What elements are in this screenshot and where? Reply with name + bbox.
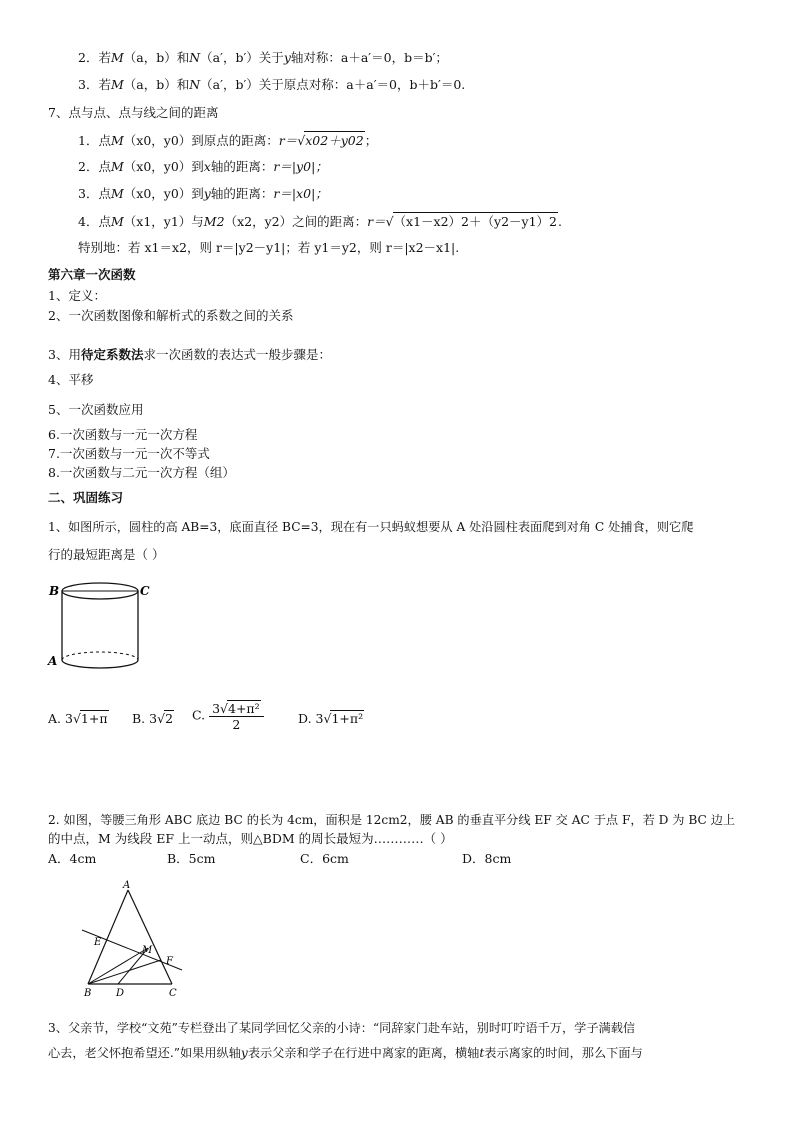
rule-text: 轴的距离： bbox=[210, 186, 274, 201]
item-number: 2．点 bbox=[78, 159, 111, 174]
q2-option-a[interactable]: A．4cm bbox=[48, 851, 97, 866]
symmetry-origin-rule bbox=[78, 76, 465, 94]
point-m: M bbox=[110, 214, 124, 229]
denominator: 2 bbox=[232, 717, 241, 732]
point-n: N bbox=[189, 50, 201, 65]
radicand: （x1－x2）2＋（y2－y1）2 bbox=[393, 214, 557, 229]
distance-to-x-axis bbox=[78, 158, 328, 176]
distance-to-y-axis bbox=[78, 185, 328, 203]
symmetry-y-axis-rule bbox=[78, 49, 448, 67]
cylinder-bottom-back bbox=[62, 652, 138, 660]
label-e: E bbox=[94, 937, 102, 948]
coord-text: （a′，b′）关于 bbox=[200, 50, 284, 65]
label-c: C bbox=[140, 584, 150, 598]
ch6-item-7: 7.一次函数与一元一次不等式 bbox=[48, 446, 210, 461]
q1-text-line2: 行的最短距离是（ ） bbox=[48, 547, 165, 562]
coefficient: 3 bbox=[65, 711, 73, 726]
point-n: N bbox=[189, 77, 201, 92]
q3-text: 表示离家的时间，那么下面与 bbox=[484, 1046, 643, 1060]
bold-term: 待定系数法 bbox=[80, 347, 144, 362]
label-d: D bbox=[116, 988, 125, 999]
punct: . bbox=[558, 214, 562, 229]
label-f: F bbox=[166, 956, 173, 967]
label-b: B bbox=[49, 584, 60, 598]
coord-text: （x2，y2）之间的距离： bbox=[224, 214, 368, 229]
special-case-note: 特别地：若 x1＝x2，则 r＝|y2－y1|；若 y1＝y2，则 r＝|x2－x1|. bbox=[78, 240, 460, 255]
q1-option-c[interactable] bbox=[192, 700, 264, 732]
point-m: M bbox=[110, 159, 124, 174]
formula-r: r＝|x0|； bbox=[273, 186, 328, 201]
formula-r: r＝ bbox=[278, 133, 298, 148]
q1-option-b[interactable]: B. 3√2 bbox=[132, 711, 174, 726]
label-a: A bbox=[123, 880, 131, 891]
radicand: 4+π² bbox=[228, 701, 260, 716]
option-label: D. bbox=[298, 711, 312, 726]
ch6-item-1: 1、定义： bbox=[48, 288, 106, 303]
axis-x: x bbox=[203, 159, 211, 174]
coefficient: 3 bbox=[212, 701, 221, 716]
distance-between-points: 4．点M（x1，y1）与M2（x2，y2）之间的距离：r＝√（x1－x2）2＋（y2－y1）2. bbox=[78, 214, 562, 229]
q3-text: 心去，老父怀抱希望还.”如果用纵轴 bbox=[48, 1046, 241, 1060]
item-number: 3．点 bbox=[78, 186, 111, 201]
q2-option-c[interactable]: C．6cm bbox=[300, 851, 349, 866]
q3-text-line2 bbox=[48, 1044, 643, 1062]
formula-r: r＝ bbox=[367, 214, 386, 229]
coord-text: （x0，y0）到 bbox=[123, 186, 204, 201]
ch6-item-6: 6.一次函数与一元一次方程 bbox=[48, 427, 198, 442]
q1-option-a[interactable]: A. 3√1+π bbox=[48, 711, 108, 726]
option-label: A. bbox=[48, 711, 62, 726]
ch6-item-3 bbox=[48, 346, 331, 364]
cylinder-figure bbox=[46, 580, 156, 690]
q2-option-d[interactable]: D．8cm bbox=[462, 851, 512, 866]
item-number: 3、用 bbox=[48, 347, 81, 362]
ch6-item-4: 4、平移 bbox=[48, 372, 94, 387]
q2-text-line1: 2. 如图，等腰三角形 ABC 底边 BC 的长为 4cm，面积是 12cm2，腰 AB 的垂直平分线 EF 交 AC 于点 F，若 D 为 BC 边上 bbox=[48, 813, 736, 827]
point-m: M bbox=[110, 186, 124, 201]
item-number: 4．点 bbox=[78, 214, 111, 229]
option-label: B. bbox=[132, 711, 146, 726]
punct: ； bbox=[364, 133, 378, 148]
axis-y: y bbox=[283, 50, 291, 65]
radicand: x02＋y02 bbox=[305, 133, 364, 148]
radicand: 1+π² bbox=[331, 711, 364, 726]
distance-to-origin: 1．点M（x0，y0）到原点的距离：r＝√x02＋y02； bbox=[78, 133, 378, 148]
numerator: 3√4+π² bbox=[209, 700, 264, 717]
option-label: C. bbox=[192, 707, 206, 723]
item-number: 2．若 bbox=[78, 50, 111, 65]
cylinder-bottom-front bbox=[62, 660, 138, 668]
q3-text-line1: 3、父亲节，学校“文苑”专栏登出了某同学回忆父亲的小诗：“同辞家门赴车站，别时叮咛语千万，学子满载信 bbox=[48, 1021, 636, 1035]
practice-title: 二、巩固练习 bbox=[48, 490, 124, 505]
formula-r: r＝|y0|； bbox=[273, 159, 328, 174]
q1-text-line1: 1、如图所示，圆柱的高 AB=3，底面直径 BC=3，现在有一只蚂蚁想要从 A 处沿圆柱表面爬到对角 C 处捕食，则它爬 bbox=[48, 520, 694, 534]
coord-text: （a，b）和 bbox=[123, 50, 190, 65]
label-a: A bbox=[48, 654, 58, 668]
q2-option-b[interactable]: B．5cm bbox=[167, 851, 216, 866]
var-y: y bbox=[240, 1046, 248, 1060]
radicand: 1+π bbox=[80, 711, 108, 726]
radicand: 2 bbox=[165, 711, 174, 726]
section-7-title: 7、点与点、点与线之间的距离 bbox=[48, 105, 219, 120]
segment-bm bbox=[88, 948, 148, 984]
segment-bf bbox=[88, 960, 161, 984]
point-m: M bbox=[110, 50, 124, 65]
coord-text: （x0，y0）到原点的距离： bbox=[123, 133, 279, 148]
triangle-figure bbox=[70, 878, 200, 1003]
point-m2: M2 bbox=[203, 214, 225, 229]
ch6-item-5: 5、一次函数应用 bbox=[48, 402, 144, 417]
coord-text: （x1，y1）与 bbox=[123, 214, 204, 229]
coord-text: （a，b）和 bbox=[123, 77, 190, 92]
side-ac bbox=[128, 890, 172, 984]
axis-y: y bbox=[203, 186, 211, 201]
fraction bbox=[209, 700, 264, 732]
point-m: M bbox=[110, 77, 124, 92]
rule-text: 轴对称：a＋a′＝0，b＝b′； bbox=[290, 50, 448, 65]
coefficient: 3 bbox=[315, 711, 324, 726]
item-number: 1．点 bbox=[78, 133, 111, 148]
q1-option-d[interactable]: D. 3√1+π² bbox=[298, 711, 364, 726]
q2-text-line2: 的中点，M 为线段 EF 上一动点，则△BDM 的周长最短为…………（ ） bbox=[48, 831, 453, 846]
label-b: B bbox=[84, 988, 92, 999]
point-m: M bbox=[110, 133, 124, 148]
ch6-item-2: 2、一次函数图像和解析式的系数之间的关系 bbox=[48, 308, 294, 323]
coord-text: （x0，y0）到 bbox=[123, 159, 204, 174]
item-number: 3．若 bbox=[78, 77, 111, 92]
var-t: t bbox=[479, 1046, 485, 1060]
q3-text: 表示父亲和学子在行进中离家的距离，横轴 bbox=[247, 1046, 480, 1060]
ch6-item-8: 8.一次函数与二元一次方程（组） bbox=[48, 465, 235, 480]
rule-text: （a′，b′）关于原点对称：a＋a′＝0，b＋b′＝0. bbox=[200, 77, 466, 92]
label-c: C bbox=[169, 988, 177, 999]
coefficient: 3 bbox=[149, 711, 158, 726]
chapter-6-title: 第六章一次函数 bbox=[48, 267, 136, 282]
item-text: 求一次函数的表达式一般步骤是： bbox=[143, 347, 331, 362]
label-m: M bbox=[142, 945, 153, 956]
rule-text: 轴的距离： bbox=[210, 159, 274, 174]
